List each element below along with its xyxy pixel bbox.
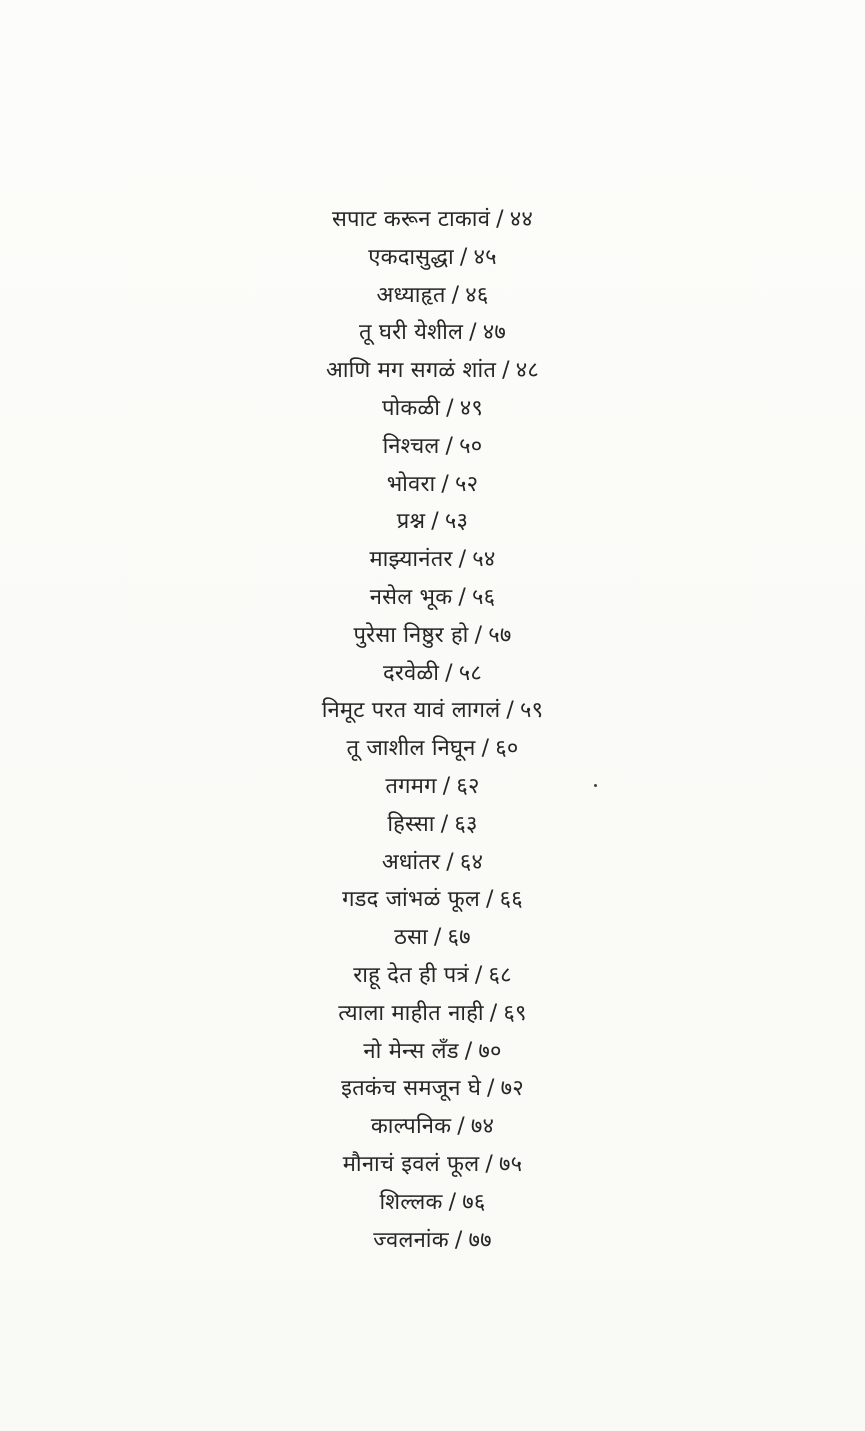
toc-entry-page: ७७	[468, 1227, 492, 1253]
toc-entry: निमूट परत यावं लागलं / ५९	[321, 698, 544, 724]
toc-entry: एकदासुद्धा / ४५	[368, 244, 497, 270]
toc-entry-title: आणि मग सगळं शांत	[325, 358, 497, 384]
toc-entry: तू घरी येशील / ४७	[358, 320, 507, 346]
toc-entry-title: निश्चल	[382, 433, 440, 459]
toc-entry-page: ४८	[515, 358, 540, 384]
toc-entry-page: ५३	[444, 509, 469, 535]
toc-entry: आणि मग सगळं शांत / ४८	[325, 358, 540, 384]
toc-entry-title: इतकंच समजून घे	[341, 1076, 482, 1102]
toc-entry: ज्वलनांक / ७७	[373, 1227, 492, 1253]
toc-entry-title: नो मेन्स लँड	[363, 1038, 459, 1064]
toc-entry-title: शिल्लक	[379, 1189, 443, 1215]
toc-entry: तू जाशील निघून / ६०	[346, 736, 519, 762]
toc-entry-title: अधांतर	[381, 849, 441, 875]
toc-entry-page: ७४	[470, 1114, 495, 1140]
toc-entry-page: ६४	[459, 849, 484, 875]
toc-entry-title: ज्वलनांक	[373, 1227, 449, 1253]
toc-entry-page: ५७	[488, 622, 512, 648]
toc-entry: सपाट करून टाकावं / ४४	[331, 207, 534, 232]
toc-entry-title: ठसा	[394, 925, 428, 951]
toc-entry-title: काल्पनिक	[370, 1114, 452, 1140]
toc-entry-title: पोकळी	[381, 395, 441, 421]
toc-entry-page: ५९	[519, 698, 544, 724]
toc-entry-page: ६९	[503, 1000, 527, 1026]
toc-entry-title: मौनाचं इवलं फूल	[342, 1151, 480, 1177]
toc-entry-title: सपाट करून टाकावं	[331, 207, 491, 232]
toc-entry-page: ५४	[472, 547, 496, 573]
toc-entry-title: नसेल भूक	[369, 584, 453, 610]
toc-entry: काल्पनिक / ७४	[370, 1114, 495, 1140]
toc-entry: पोकळी / ४९	[381, 395, 483, 421]
toc-entry-page: ५२	[455, 471, 479, 497]
toc-entry-title: प्रश्न	[396, 509, 426, 535]
toc-entry: इतकंच समजून घे / ७२	[341, 1076, 524, 1102]
toc-entry-title: एकदासुद्धा	[368, 244, 454, 270]
toc-entry: राहू देत ही पत्रं / ६८	[353, 962, 512, 988]
ink-speck	[594, 784, 597, 787]
toc-entry: माझ्यानंतर / ५४	[369, 547, 496, 573]
toc-entry: निश्चल / ५०	[382, 433, 483, 459]
toc-entry-page: ४४	[509, 207, 534, 232]
toc-entry-page: ४९	[459, 395, 483, 421]
toc-entry-page: ४५	[473, 244, 497, 270]
toc-entry: भोवरा / ५२	[386, 471, 479, 497]
toc-entry: नसेल भूक / ५६	[369, 584, 496, 610]
toc-entry-title: राहू देत ही पत्रं	[353, 962, 469, 988]
toc-entry-title: माझ्यानंतर	[369, 547, 453, 573]
toc-entry: अध्याहृत / ४६	[376, 282, 489, 308]
toc-entry: हिस्सा / ६३	[387, 811, 478, 837]
table-of-contents	[0, 201, 865, 1259]
toc-entry: त्याला माहीत नाही / ६९	[338, 1000, 527, 1026]
toc-entry-page: ७०	[478, 1038, 502, 1064]
toc-entry-title: भोवरा	[386, 471, 436, 497]
toc-entry-page: ५०	[459, 433, 483, 459]
toc-entry-title: अध्याहृत	[376, 282, 446, 308]
toc-entry: शिल्लक / ७६	[379, 1189, 486, 1215]
toc-entry: अधांतर / ६४	[381, 849, 484, 875]
toc-entry-page: ४६	[465, 282, 489, 308]
toc-entry-page: ४७	[482, 320, 507, 346]
toc-entry-page: ६६	[499, 887, 523, 913]
toc-entry-title: तू जाशील निघून	[346, 736, 476, 762]
toc-entry-page: ६८	[488, 962, 512, 988]
toc-entry: ठसा / ६७	[394, 925, 471, 951]
toc-entry-page: ७६	[462, 1189, 486, 1215]
toc-entry-title: गडद जांभळं फूल	[342, 887, 480, 913]
toc-entry-title: तगमग	[385, 773, 437, 799]
toc-entry-title: पुरेसा निष्ठुर हो	[353, 622, 469, 648]
toc-entry-page: ५८	[458, 660, 483, 686]
toc-entry-page: ५६	[471, 584, 496, 610]
toc-entry-title: हिस्सा	[387, 811, 435, 837]
toc-entry: मौनाचं इवलं फूल / ७५	[342, 1151, 523, 1177]
toc-entry-page: ६७	[447, 925, 471, 951]
toc-entry: तगमग / ६२	[385, 773, 480, 799]
toc-entry: दरवेळी / ५८	[382, 660, 483, 686]
toc-entry-page: ६२	[456, 773, 480, 799]
toc-entry-title: त्याला माहीत नाही	[338, 1000, 484, 1026]
toc-entry-title: निमूट परत यावं लागलं	[321, 698, 501, 724]
toc-entry: पुरेसा निष्ठुर हो / ५७	[353, 622, 512, 648]
toc-entry: नो मेन्स लँड / ७०	[363, 1038, 502, 1064]
toc-entry: प्रश्न / ५३	[396, 509, 469, 535]
toc-entry-page: ६०	[495, 736, 519, 762]
toc-entry-page: ७२	[500, 1076, 524, 1102]
toc-entry-page: ६३	[454, 811, 478, 837]
toc-entry-title: दरवेळी	[382, 660, 440, 686]
toc-entry-page: ७५	[498, 1151, 523, 1177]
toc-entry-title: तू घरी येशील	[358, 320, 464, 346]
toc-entry: गडद जांभळं फूल / ६६	[342, 887, 523, 913]
